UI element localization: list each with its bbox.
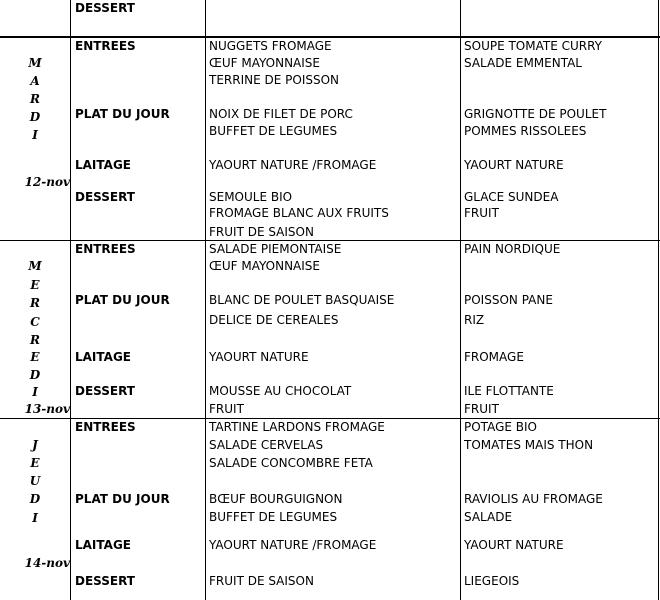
day-letter: C xyxy=(30,315,40,329)
category-label: DESSERT xyxy=(75,384,135,398)
menu-item-option-1: BUFFET DE LEGUMES xyxy=(209,124,338,138)
category-label: PLAT DU JOUR xyxy=(75,293,170,307)
row-separator xyxy=(0,36,660,38)
menu-item-option-2: SALADE xyxy=(464,510,513,524)
day-date: 14-nov xyxy=(24,556,70,570)
menu-item-option-2: GRIGNOTTE DE POULET xyxy=(464,107,607,121)
day-letter: R xyxy=(30,296,40,310)
menu-item-option-1: DELICE DE CEREALES xyxy=(209,313,339,327)
table-right-border xyxy=(658,0,659,600)
menu-item-option-1: SEMOULE BIO xyxy=(209,190,293,204)
day-letter: I xyxy=(32,511,38,525)
menu-item-option-2: ILE FLOTTANTE xyxy=(464,384,554,398)
category-label: PLAT DU JOUR xyxy=(75,107,170,121)
menu-item-option-1: NUGGETS FROMAGE xyxy=(209,39,332,53)
menu-item-option-1: YAOURT NATURE xyxy=(209,350,309,364)
day-letter: I xyxy=(32,128,38,142)
menu-item-option-1: ŒUF MAYONNAISE xyxy=(209,56,320,70)
menu-item-option-2: FRUIT xyxy=(464,402,499,416)
column-divider-day xyxy=(70,0,71,600)
menu-item-option-2: RIZ xyxy=(464,313,485,327)
day-date: 12-nov xyxy=(24,175,70,189)
menu-item-option-1: TERRINE DE POISSON xyxy=(209,73,340,87)
menu-item-option-1: TARTINE LARDONS FROMAGE xyxy=(209,420,385,434)
column-divider-category xyxy=(205,0,206,600)
day-letter: M xyxy=(28,56,42,70)
category-label: DESSERT xyxy=(75,1,135,15)
category-label: PLAT DU JOUR xyxy=(75,492,170,506)
category-label: LAITAGE xyxy=(75,538,131,552)
menu-item-option-1: SALADE CONCOMBRE FETA xyxy=(209,456,373,470)
menu-item-option-2: POMMES RISSOLEES xyxy=(464,124,587,138)
menu-item-option-2: RAVIOLIS AU FROMAGE xyxy=(464,492,603,506)
category-label: ENTREES xyxy=(75,39,136,53)
menu-item-option-1: BUFFET DE LEGUMES xyxy=(209,510,338,524)
menu-item-option-2: TOMATES MAIS THON xyxy=(464,438,594,452)
day-letter: D xyxy=(29,110,41,124)
category-label: LAITAGE xyxy=(75,350,131,364)
row-separator xyxy=(0,418,660,419)
day-letter: I xyxy=(32,385,38,399)
category-label: LAITAGE xyxy=(75,158,131,172)
menu-item-option-1: FRUIT xyxy=(209,402,244,416)
day-letter: R xyxy=(30,333,40,347)
day-letter: A xyxy=(30,74,40,88)
menu-item-option-1: YAOURT NATURE /FROMAGE xyxy=(209,538,377,552)
day-letter: J xyxy=(32,438,38,452)
menu-item-option-2: GLACE SUNDEA xyxy=(464,190,559,204)
menu-item-option-2: YAOURT NATURE xyxy=(464,158,564,172)
column-divider-menu xyxy=(460,0,461,600)
category-label: DESSERT xyxy=(75,190,135,204)
menu-item-option-1: ŒUF MAYONNAISE xyxy=(209,259,320,273)
menu-item-option-2: POTAGE BIO xyxy=(464,420,537,434)
menu-item-option-1: SALADE CERVELAS xyxy=(209,438,324,452)
day-letter: E xyxy=(30,456,40,470)
menu-item-option-2: SOUPE TOMATE CURRY xyxy=(464,39,603,53)
menu-item-option-1: SALADE PIEMONTAISE xyxy=(209,242,342,256)
menu-item-option-1: BLANC DE POULET BASQUAISE xyxy=(209,293,395,307)
menu-item-option-1: MOUSSE AU CHOCOLAT xyxy=(209,384,352,398)
menu-item-option-1: BŒUF BOURGUIGNON xyxy=(209,492,343,506)
menu-item-option-1: FRUIT DE SAISON xyxy=(209,225,314,239)
menu-item-option-2: YAOURT NATURE xyxy=(464,538,564,552)
menu-item-option-2: SALADE EMMENTAL xyxy=(464,56,582,70)
menu-item-option-1: FROMAGE BLANC AUX FRUITS xyxy=(209,206,389,220)
day-letter: M xyxy=(28,259,42,273)
day-letter: E xyxy=(30,350,40,364)
category-label: DESSERT xyxy=(75,574,135,588)
menu-item-option-1: NOIX DE FILET DE PORC xyxy=(209,107,353,121)
menu-item-option-2: FROMAGE xyxy=(464,350,524,364)
day-letter: E xyxy=(30,278,40,292)
menu-item-option-1: YAOURT NATURE /FROMAGE xyxy=(209,158,377,172)
row-separator xyxy=(0,240,660,241)
day-letter: R xyxy=(30,92,40,106)
category-label: ENTREES xyxy=(75,420,136,434)
day-date: 13-nov xyxy=(24,402,70,416)
day-letter: D xyxy=(29,492,41,506)
menu-item-option-1: FRUIT DE SAISON xyxy=(209,574,314,588)
menu-item-option-2: LIEGEOIS xyxy=(464,574,520,588)
day-letter: D xyxy=(29,368,41,382)
menu-item-option-2: POISSON PANE xyxy=(464,293,553,307)
menu-item-option-2: PAIN NORDIQUE xyxy=(464,242,561,256)
category-label: ENTREES xyxy=(75,242,136,256)
menu-item-option-2: FRUIT xyxy=(464,206,499,220)
day-letter: U xyxy=(29,474,41,488)
